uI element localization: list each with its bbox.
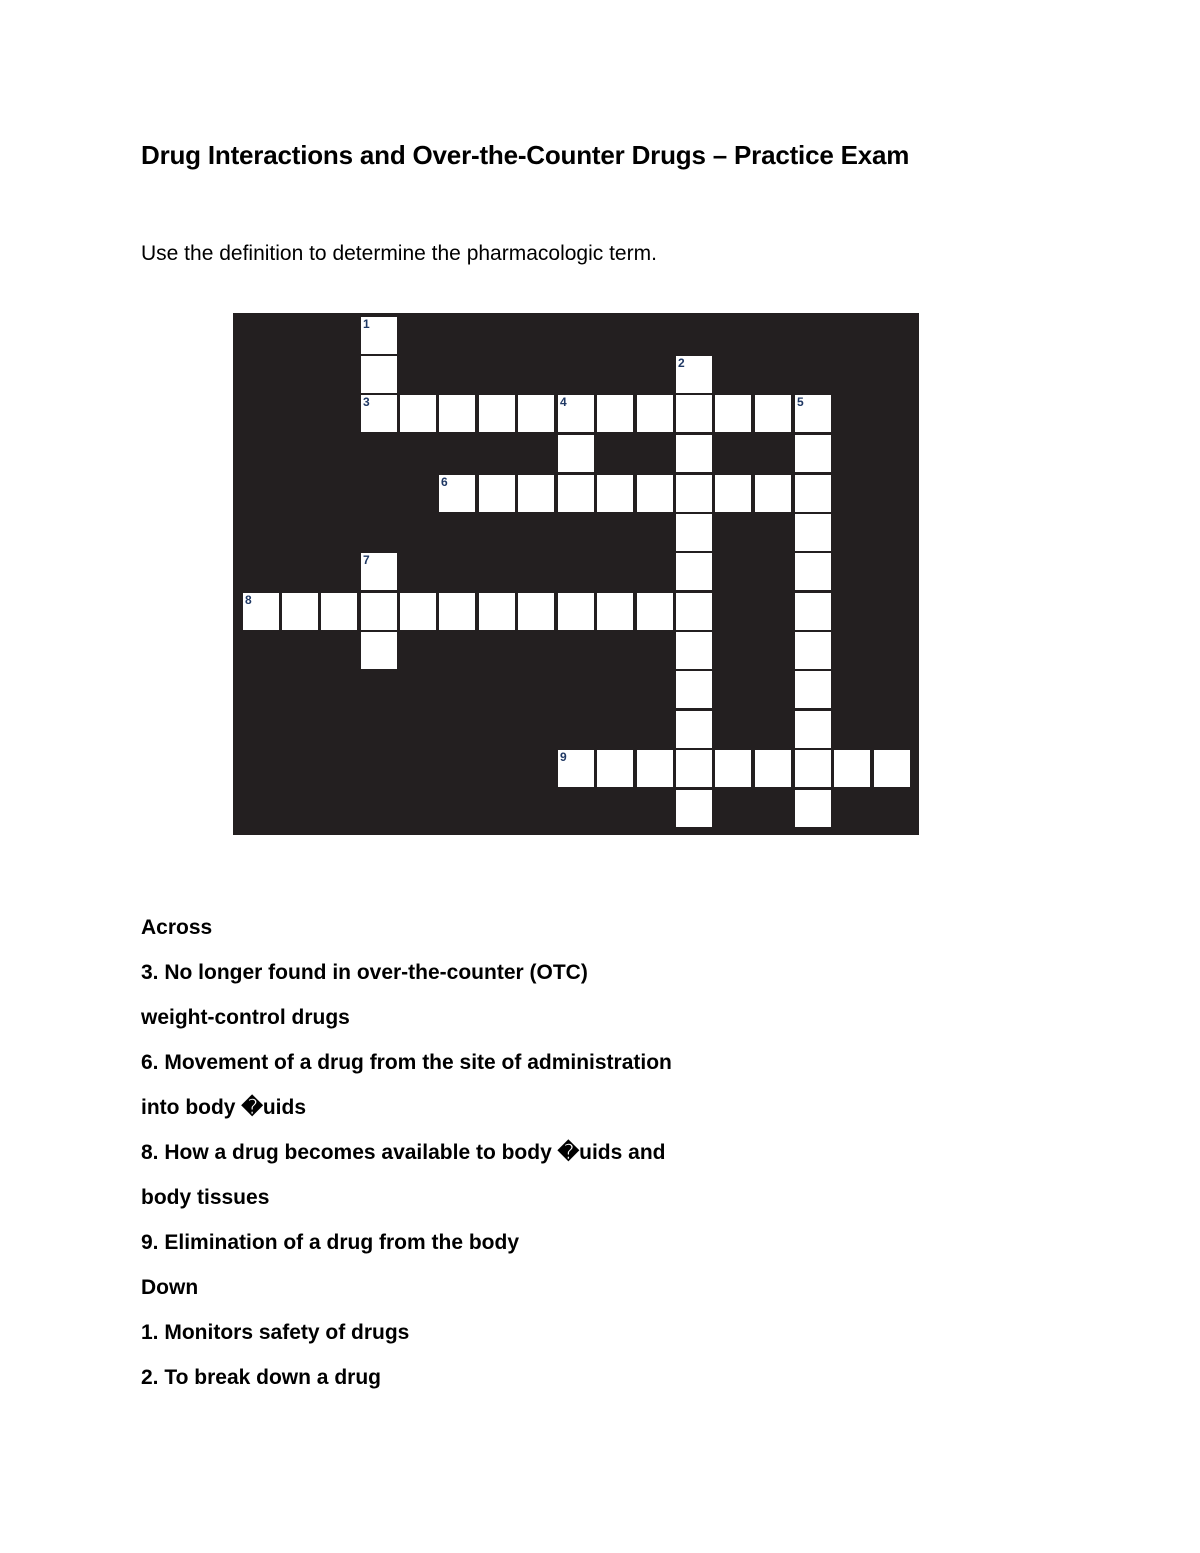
clue-number: 8 [245, 593, 252, 607]
crossword-cell[interactable] [715, 395, 751, 432]
clue-number: 4 [560, 395, 567, 409]
clue-number: 5 [797, 395, 804, 409]
crossword-cell[interactable] [795, 593, 831, 630]
clue-number: 7 [363, 553, 370, 567]
crossword-cell[interactable] [597, 475, 633, 512]
clue-down-1: 1. Monitors safety of drugs [141, 1321, 410, 1344]
crossword-cell[interactable] [755, 395, 791, 432]
crossword-cell[interactable] [361, 317, 397, 354]
crossword-cell[interactable] [282, 593, 318, 630]
crossword-cell[interactable] [795, 790, 831, 827]
crossword-cell[interactable] [558, 750, 594, 787]
clue-across-3-continued: weight-control drugs [141, 1006, 350, 1029]
clue-number: 1 [363, 317, 370, 331]
crossword-cell[interactable] [676, 395, 712, 432]
crossword-cell[interactable] [715, 475, 751, 512]
crossword-cell[interactable] [755, 475, 791, 512]
across-heading: Across [141, 916, 213, 939]
crossword-cell[interactable] [597, 395, 633, 432]
clue-number: 3 [363, 395, 370, 409]
crossword-cell[interactable] [400, 395, 436, 432]
clue-across-9: 9. Elimination of a drug from the body [141, 1231, 520, 1254]
crossword-cell[interactable] [676, 711, 712, 748]
crossword-cell[interactable] [834, 750, 870, 787]
crossword-cell[interactable] [795, 750, 831, 787]
crossword-cell[interactable] [676, 790, 712, 827]
crossword-cell[interactable] [597, 593, 633, 630]
clue-down-2: 2. To break down a drug [141, 1366, 381, 1389]
clues-section [141, 910, 1041, 1405]
down-heading: Down [141, 1276, 199, 1299]
crossword-cell[interactable] [518, 593, 554, 630]
crossword-cell[interactable] [795, 435, 831, 472]
crossword-cell[interactable] [361, 395, 397, 432]
crossword-cell[interactable] [676, 750, 712, 787]
clue-across-6-continued: into body �uids [141, 1096, 307, 1119]
crossword-cell[interactable] [676, 671, 712, 708]
crossword-cell[interactable] [795, 475, 831, 512]
crossword-cell[interactable] [795, 553, 831, 590]
crossword-cell[interactable] [439, 475, 475, 512]
clue-number: 9 [560, 750, 567, 764]
crossword-cell[interactable] [558, 435, 594, 472]
crossword-cell[interactable] [243, 593, 279, 630]
crossword-cell[interactable] [361, 593, 397, 630]
clue-across-3: 3. No longer found in over-the-counter (OTC) [141, 961, 588, 984]
crossword-cell[interactable] [676, 435, 712, 472]
crossword-cell[interactable] [795, 514, 831, 551]
crossword-cell[interactable] [597, 750, 633, 787]
crossword-cell[interactable] [715, 750, 751, 787]
crossword-cell[interactable] [795, 671, 831, 708]
page-title: Drug Interactions and Over-the-Counter Drugs – Practice Exam [141, 140, 910, 170]
crossword-cell[interactable] [361, 356, 397, 393]
crossword-cell[interactable] [676, 632, 712, 669]
crossword-cell[interactable] [637, 593, 673, 630]
crossword-cell[interactable] [676, 475, 712, 512]
crossword-cell[interactable] [676, 514, 712, 551]
crossword-cell[interactable] [637, 475, 673, 512]
crossword-cell[interactable] [479, 395, 515, 432]
crossword-cell[interactable] [439, 593, 475, 630]
crossword-cell[interactable] [676, 593, 712, 630]
crossword-cell[interactable] [795, 711, 831, 748]
clue-number: 2 [678, 356, 685, 370]
crossword-cell[interactable] [558, 593, 594, 630]
crossword-cell[interactable] [795, 632, 831, 669]
crossword-cell[interactable] [637, 750, 673, 787]
clue-across-8-continued: body tissues [141, 1186, 270, 1209]
crossword-cell[interactable] [795, 395, 831, 432]
crossword-cell[interactable] [439, 395, 475, 432]
crossword-cell[interactable] [321, 593, 357, 630]
crossword-grid [233, 313, 919, 835]
crossword-cell[interactable] [676, 356, 712, 393]
crossword-cell[interactable] [518, 395, 554, 432]
crossword-cell[interactable] [479, 593, 515, 630]
crossword-cell[interactable] [518, 475, 554, 512]
crossword-cell[interactable] [479, 475, 515, 512]
crossword-cell[interactable] [874, 750, 910, 787]
crossword-cell[interactable] [558, 395, 594, 432]
clue-across-8: 8. How a drug becomes available to body �uids and [141, 1141, 666, 1164]
crossword-cell[interactable] [400, 593, 436, 630]
crossword-cell[interactable] [361, 553, 397, 590]
crossword-cell[interactable] [676, 553, 712, 590]
crossword-cell[interactable] [558, 475, 594, 512]
crossword-cell[interactable] [637, 395, 673, 432]
instruction-text: Use the definition to determine the pharmacologic term. [141, 242, 657, 265]
clue-across-6: 6. Movement of a drug from the site of administration [141, 1051, 672, 1074]
crossword-cell[interactable] [361, 632, 397, 669]
clue-number: 6 [441, 475, 448, 489]
crossword-cell[interactable] [755, 750, 791, 787]
